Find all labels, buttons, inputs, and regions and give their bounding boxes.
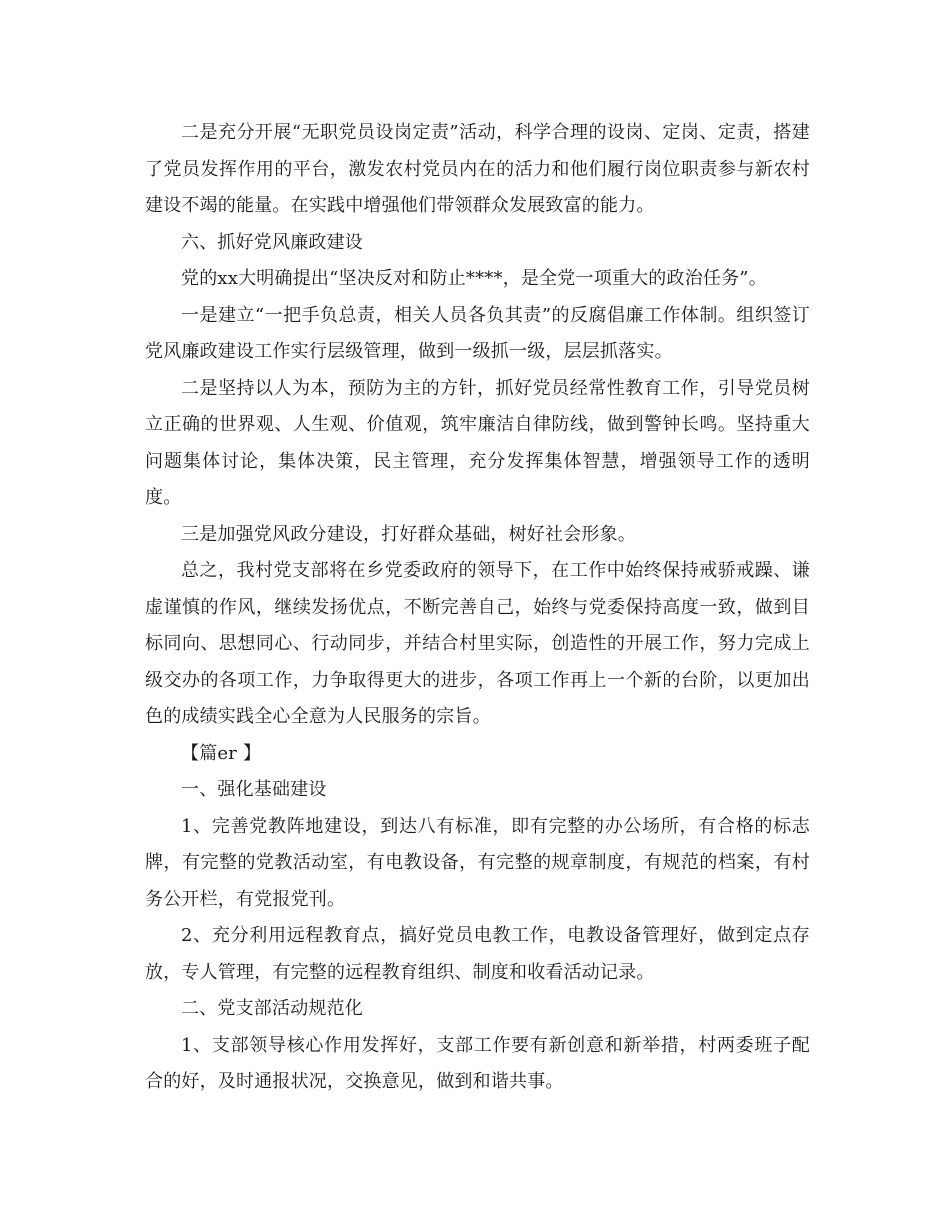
heading-branch-standardization: 二、党支部活动规范化 [181,998,363,1019]
paragraph-congress-statement: 党的xx大明确提出“坚决反对和防止****，是全党一项重大的政治任务”。 [181,268,767,289]
heading-infrastructure: 一、强化基础建设 [181,779,327,800]
paragraph-branch-leadership: 1、支部领导核心作用发挥好，支部工作要有新创意和新举措，村两委班子配合的好，及时通报状况，交换意见，做到和谐共事。 [145,1034,810,1092]
heading-party-conduct: 六、抓好党风廉政建设 [181,231,363,253]
paragraph-remote-education: 2、充分利用远程教育点，搞好党员电教工作，电教设备管理好，做到定点存放，专人管理，有完整的远程教育组织、制度和收看活动记录。 [145,925,810,983]
section-marker: 【篇er 】 [181,742,262,764]
paragraph-post-setting-duties: 二是充分开展“无职党员设岗定责”活动，科学合理的设岗、定岗、定责，搭建了党员发挥作用的平台，激发农村党员内在的活力和他们履行岗位职责参与新农村建设不竭的能量。在实践中增强他们带领群众发展致富的能力。 [145,122,810,216]
paragraph-anti-corruption-system: 一是建立“一把手负总责，相关人员各负其责”的反腐倡廉工作体制。组织签订党风廉政建设工作实行层级管理，做到一级抓一级，层层抓落实。 [145,304,810,362]
paragraph-education-work: 二是坚持以人为本，预防为主的方针，抓好党员经常性教育工作，引导党员树立正确的世界观、人生观、价值观，筑牢廉洁自律防线，做到警钟长鸣。坚持重大问题集体讨论，集体决策，民主管理，充分发挥集体智慧，增强领导工作的透明度。 [145,377,810,508]
paragraph-base-construction: 1、完善党教阵地建设，到达八有标准，即有完整的办公场所，有合格的标志牌，有完整的党教活动室，有电教设备，有完整的规章制度，有规范的档案，有村务公开栏，有党报党刊。 [145,815,810,910]
paragraph-conduct-building: 三是加强党风政分建设，打好群众基础，树好社会形象。 [181,523,636,545]
paragraph-conclusion: 总之，我村党支部将在乡党委政府的领导下，在工作中始终保持戒骄戒躁、谦虚谨慎的作风，继续发扬优点，不断完善自己，始终与党委保持高度一致，做到目标同向、思想同心、行动同步，并结合村里实际，创造性的开展工作，努力完成上级交办的各项工作，力争取得更大的进步，各项工作再上一个新的台阶，以更加出色的成绩实践全心全意为人民服务的宗旨。 [145,560,810,727]
document-page [145,115,810,1101]
